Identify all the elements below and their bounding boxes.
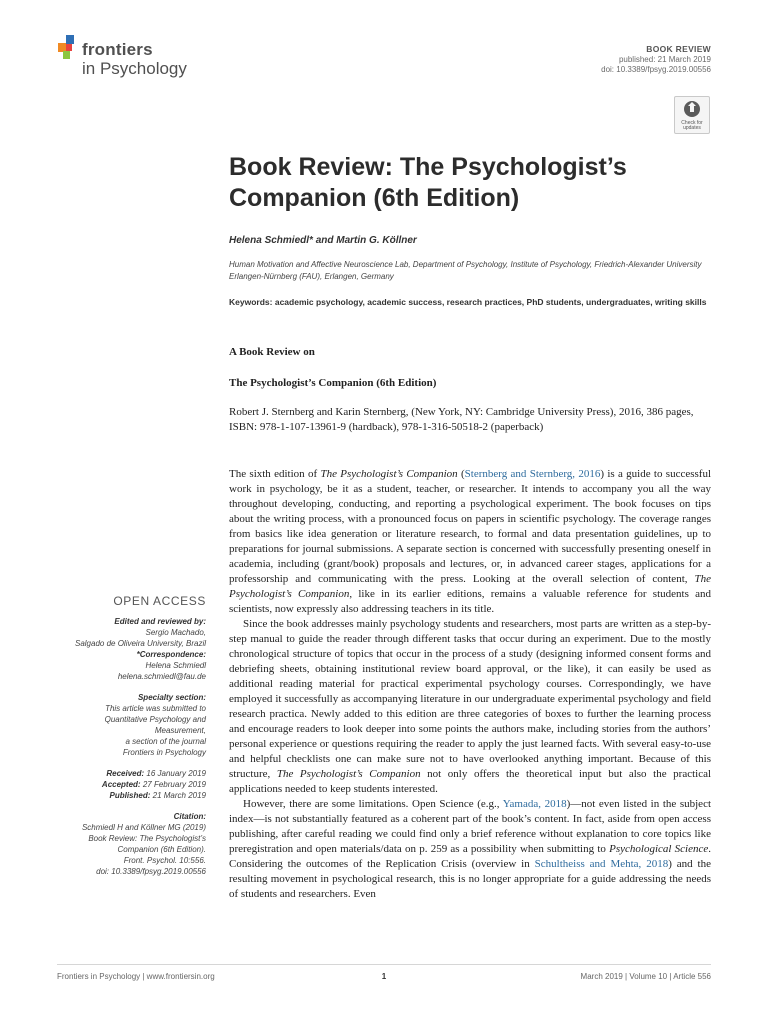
journal-name: frontiers [82,40,153,59]
citation-link[interactable]: Schultheiss and Mehta, 2018 [534,858,669,870]
specialty-text: Frontiers in Psychology [122,748,206,757]
edited-label: Edited and reviewed by: [114,617,206,626]
specialty-text: Quantitative Psychology and [104,715,206,724]
page-number: 1 [381,972,387,981]
citation-link[interactable]: Yamada, 2018 [502,798,567,810]
accepted-date: Accepted: 27 February 2019 [101,780,206,789]
footer-volume-info: March 2019 | Volume 10 | Article 556 [580,972,711,981]
specialty-text: a section of the journal [125,737,206,746]
open-access-label: OPEN ACCESS [113,594,206,608]
footer-journal-link[interactable]: Frontiers in Psychology | www.frontiersin.org [57,972,215,981]
paragraph-3: However, there are some limitations. Open Science (e.g., Yamada, 2018)—not even listed in the subject index—is not substantially featured as a coherent part of the book’s content. In fact, aside from open access publishing, after careful reading we could find only a brief reference without explanation to core topics like preregistration and open materials/data on p. 259 as a possibility when submitting to Psychological Science. Considering the outcomes of the Replication Crisis (overview in Schultheiss and Mehta, 2018) and the resulting movement in psychological research, this is no longer appropriate for a guide addressing the needs of students and researchers. Even [229,798,712,900]
check-updates-label: Check for updates [681,120,703,131]
specialty-label: Specialty section: [137,693,206,702]
received-date: Received: 16 January 2019 [106,769,206,778]
check-updates-icon [675,97,709,121]
paragraph-1: The sixth edition of The Psychologist’s Companion (Sternberg and Sternberg, 2016) is a guide to successful work in psychology, be it as a student, teacher, or researcher. It intends to accompany you all the way throughout developing, conducting, and reporting a psychological experiment. The book focuses on tips about the writing process, with a pronounced focus on papers in scientific psychology. The coverage ranges from basics like idea generation or literature research, to formal and data presentation guidelines, up to preparations for journal submissions. A separate section is concerned with successfully presenting oneself in academia, including (grant/book) proposals and lectures, or, in advanced career stages, applications for a professorship and communicating with the press. Looking at the overall selection of content, The Psychologist’s Companion, like in its earlier editions, remains a valuable reference for students and scientists, now expressly also addressing teachers in its title. [229,468,712,615]
editor-affiliation: Salgado de Oliveira University, Brazil [74,639,206,648]
footer-divider [57,964,711,965]
citation-doi[interactable]: doi: 10.3389/fpsyg.2019.00556 [96,867,206,876]
header-doi[interactable]: doi: 10.3389/fpsyg.2019.00556 [601,65,711,74]
citation-label: Citation: [173,812,206,821]
journal-subtitle: in Psychology [82,59,187,78]
book-isbn-line: ISBN: 978-1-107-13961-9 (hardback), 978-1-316-50518-2 (paperback) [229,421,544,433]
citation-text: Schmiedl H and Köllner MG (2019) [81,823,206,832]
article-body [229,467,711,902]
keywords [229,296,719,308]
correspondence-email[interactable]: helena.schmiedl@fau.de [117,672,206,681]
citation-text: Companion (6th Edition). [117,845,206,854]
article-header-meta [601,44,711,74]
book-details [229,405,714,435]
journal-logo[interactable] [57,32,217,80]
citation-text: Book Review: The Psychologist’s [88,834,206,843]
author-affiliation: Human Motivation and Affective Neuroscience Lab, Department of Psychology, Institute of Psychology, Friedrich-Alexander University Erlangen-Nürnberg (FAU), Erlangen, Germany [229,260,702,281]
keywords-list: academic psychology, academic success, research practices, PhD students, undergraduates, writing skills [274,297,707,307]
review-heading: A Book Review on [229,346,315,358]
book-publisher-line: Robert J. Sternberg and Karin Sternberg, (New York, NY: Cambridge University Press), 2016, 386 pages, [229,406,694,418]
citation-link[interactable]: Sternberg and Sternberg, 2016 [464,468,601,480]
article-authors[interactable]: Helena Schmiedl* and Martin G. Köllner [229,235,417,246]
published-date: published: 21 March 2019 [618,55,711,64]
citation-text: Front. Psychol. 10:556. [123,856,206,865]
editor-name[interactable]: Sergio Machado, [145,628,206,637]
correspondence-name: Helena Schmiedl [145,661,206,670]
specialty-text: Measurement, [154,726,206,735]
frontiers-logo-icon [57,34,79,60]
published-date-sidebar: Published: 21 March 2019 [109,791,206,800]
check-for-updates-button[interactable] [674,96,710,134]
article-type: BOOK REVIEW [646,44,711,54]
correspondence-label: *Correspondence: [136,650,206,659]
paragraph-2: Since the book addresses mainly psychology students and researchers, most parts are written as a step-by-step manual to guide the reader through different tasks that occur during an experiment. Due to the mostly chronological structure of topics that occur in the process of a study (designing informed consent forms and debriefing sheets, obtaining institutional review board approval, or the like), it can easily be used as additional reading material for practical experimental psychology courses. Correspondingly, we have employed it successfully as accompanying literature in our undergraduate experimental psychology and field research practica. Newly added to this edition are three categories of boxes to further the learning process and encourage readers to look deeper into some points the authors make, including stories from the authors’ personal experience or questions requiring the reader to apply the just learned facts. With several easy-to-use and helpful checklists one can make sure not to have overlooked anything important. Because of this structure, The Psychologist’s Companion not only offers the theoretical input but also the practical applications needed to keep students interested. [229,618,712,795]
reviewed-book-title: The Psychologist’s Companion (6th Edition) [229,377,437,389]
keywords-label: Keywords: [229,297,273,307]
article-info-sidebar [56,596,206,877]
specialty-text: This article was submitted to [105,704,206,713]
article-title: Book Review: The Psychologist’s Companion (6th Edition) [229,153,627,212]
